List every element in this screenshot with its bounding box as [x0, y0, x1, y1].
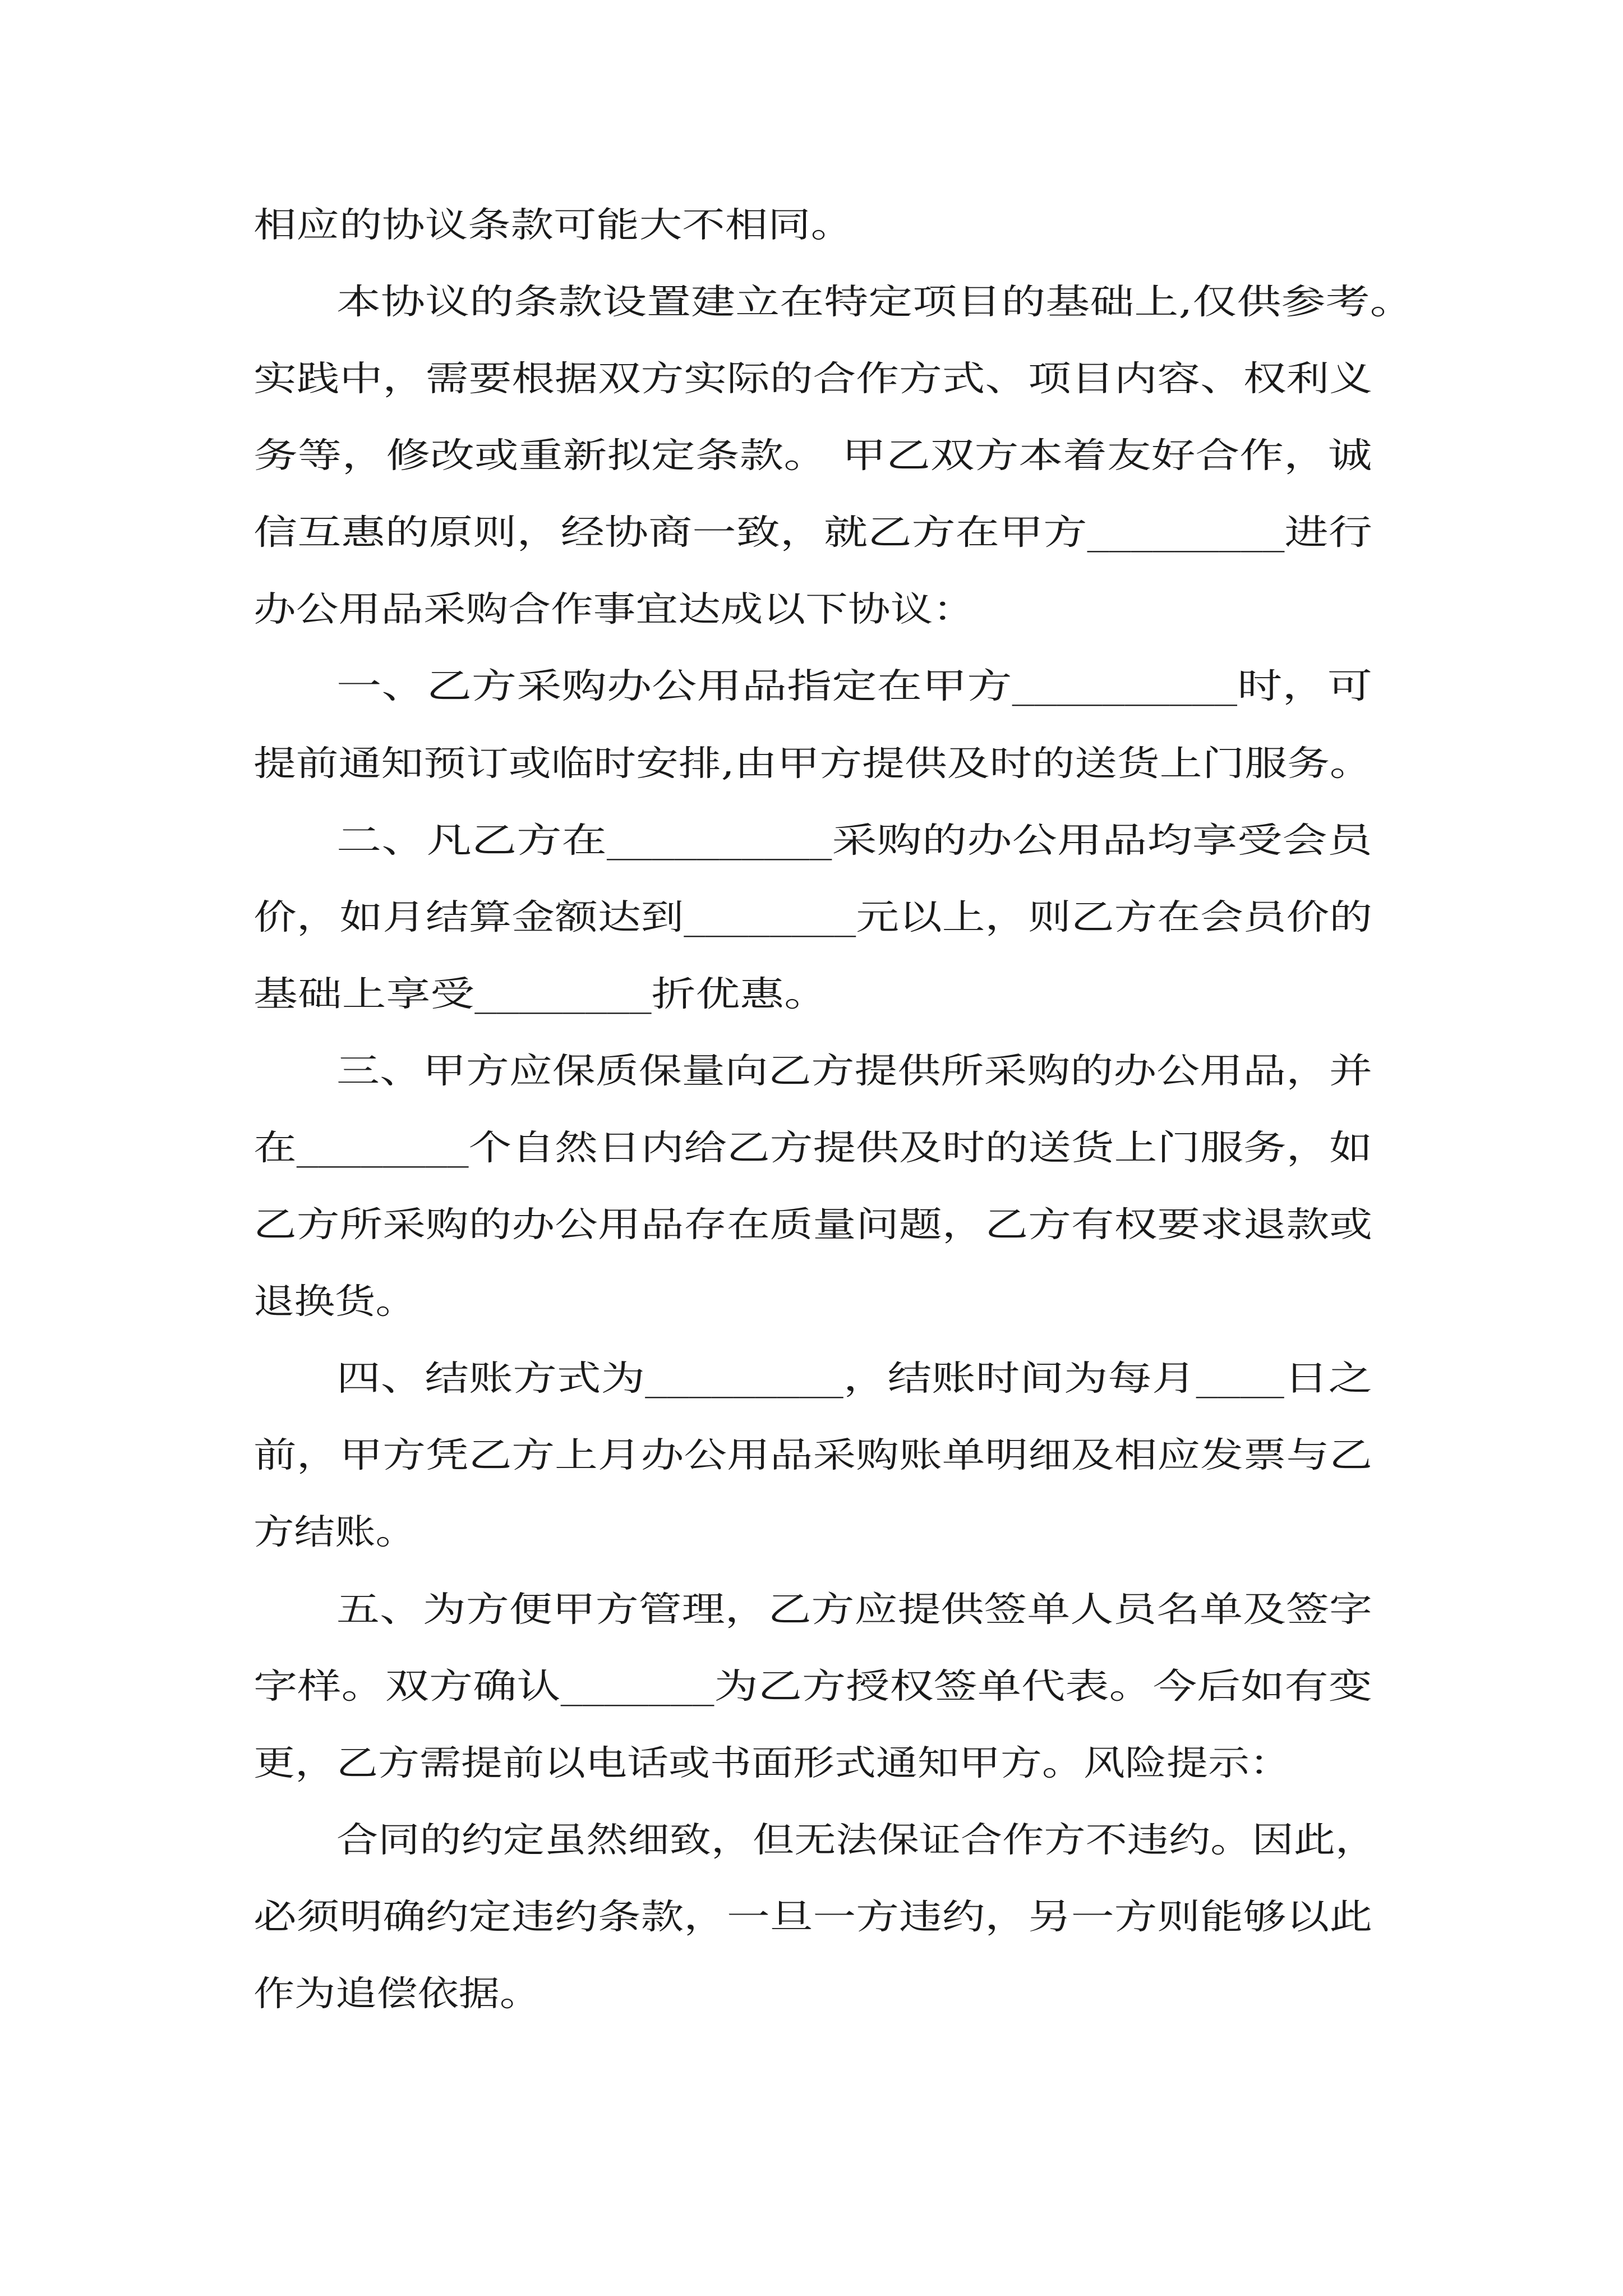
- paragraph-line: 乙方所采购的办公用品存在质量问题，乙方有权要求退款或: [253, 1204, 1373, 1245]
- paragraph-line: 二、凡乙方在__________采购的办公用品均享受会员: [336, 820, 1373, 861]
- paragraph-line: 合同的约定虽然细致，但无法保证合作方不违约。因此，: [336, 1819, 1377, 1860]
- paragraph-line: 作为追偿依据。: [253, 1973, 541, 2014]
- paragraph-line: 方结账。: [253, 1511, 417, 1552]
- paragraph-line: 退换货。: [253, 1281, 417, 1322]
- paragraph-line: 价，如月结算金额达到________元以上，则乙方在会员价的: [253, 896, 1373, 937]
- paragraph-line: 相应的协议条款可能大不相同。: [253, 204, 854, 245]
- paragraph-line: 一、乙方采购办公用品指定在甲方__________时，可: [336, 665, 1373, 706]
- paragraph-line: 五、为方便甲方管理，乙方应提供签单人员名单及签字: [336, 1589, 1373, 1630]
- paragraph-line: 务等，修改或重新拟定条款。 甲乙双方本着友好合作，诚: [253, 435, 1372, 476]
- paragraph-line: 在________个自然日内给乙方提供及时的送货上门服务，如: [253, 1127, 1373, 1168]
- paragraph-line: 办公用品采购合作事宜达成以下协议：: [253, 588, 976, 629]
- paragraph-line: 本协议的条款设置建立在特定项目的基础上,仅供参考。: [336, 281, 1414, 322]
- paragraph-line: 字样。双方确认_______为乙方授权签单代表。今后如有变: [253, 1665, 1373, 1706]
- paragraph-line: 提前通知预订或临时安排,由甲方提供及时的送货上门服务。: [253, 743, 1372, 784]
- paragraph-line: 信互惠的原则，经协商一致，就乙方在甲方_________进行: [253, 512, 1373, 553]
- paragraph-line: 三、甲方应保质保量向乙方提供所采购的办公用品，并: [336, 1050, 1373, 1091]
- paragraph-line: 必须明确约定违约条款，一旦一方违约，另一方则能够以此: [253, 1896, 1373, 1937]
- paragraph-line: 基础上享受________折优惠。: [253, 973, 829, 1014]
- paragraph-line: 四、结账方式为_________，结账时间为每月____日之: [336, 1358, 1373, 1398]
- paragraph-line: 前，甲方凭乙方上月办公用品采购账单明细及相应发票与乙: [253, 1434, 1373, 1475]
- paragraph-line: 更，乙方需提前以电话或书面形式通知甲方。风险提示：: [253, 1742, 1292, 1783]
- paragraph-line: 实践中，需要根据双方实际的合作方式、项目内容、权利义: [253, 358, 1373, 399]
